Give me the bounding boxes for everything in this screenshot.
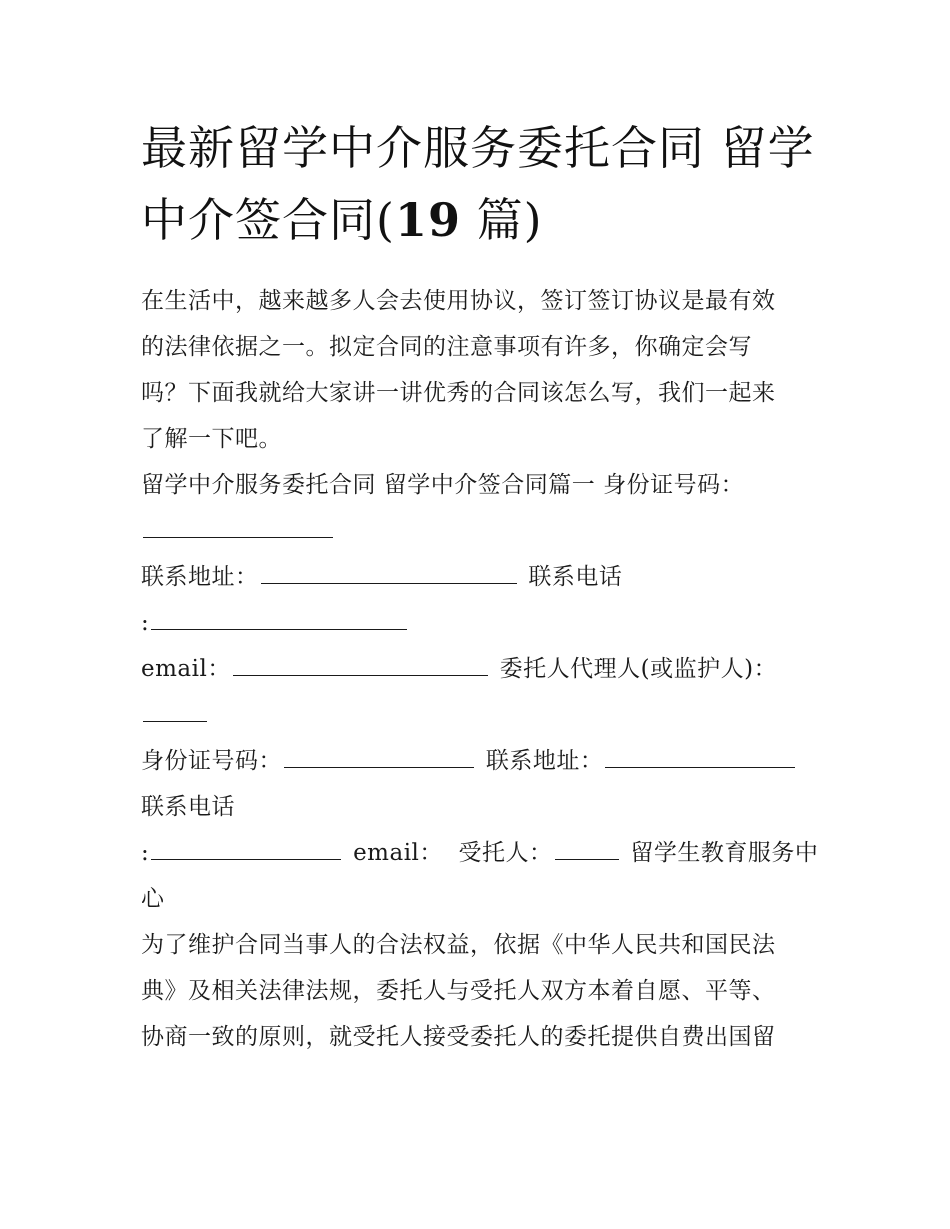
title-text-part1: 最新留学中介服务委托合同 留学中介签合同( (141, 121, 815, 247)
agent-value-line (141, 692, 813, 738)
phone-colon: : (141, 610, 150, 636)
trustee-blank (555, 831, 619, 860)
title-text-part2: 篇) (460, 193, 543, 247)
document-body (141, 278, 819, 1060)
agent-id-address-line (141, 738, 813, 784)
intro-line: 在生活中，越来越多人会去使用协议，签订签订协议是最有效 (141, 288, 776, 314)
address-phone-line (141, 554, 813, 600)
agent-blank (143, 693, 207, 722)
agent-email-label: email： (353, 840, 443, 866)
agent-phone-trustee-line (141, 830, 819, 876)
email-label: email： (141, 656, 231, 682)
intro-line: 吗？下面我就给大家讲一讲优秀的合同该怎么写，我们一起来 (141, 380, 776, 406)
closing-line: 典》及相关法律法规，委托人与受托人双方本着自愿、平等、 (141, 978, 776, 1004)
closing-line: 协商一致的原则，就受托人接受委托人的委托提供自费出国留 (141, 1024, 776, 1050)
agent-address-label: 联系地址： (485, 748, 604, 774)
intro-line: 了解一下吧。 (141, 426, 282, 452)
address-label: 联系地址： (141, 564, 259, 590)
section-heading: 留学中介服务委托合同 留学中介签合同篇一 身份证号码： (141, 472, 745, 498)
intro-line: 的法律依据之一。拟定合同的注意事项有许多，你确定会写 (141, 334, 752, 360)
agent-id-blank (284, 739, 474, 768)
agent-id-label: 身份证号码： (141, 748, 282, 774)
phone-label: 联系电话 (528, 564, 623, 590)
id-number-blank (143, 509, 333, 538)
agent-phone-colon: : (141, 840, 150, 866)
trustee-name-continued: 心 (141, 886, 165, 912)
id-number-line (141, 508, 813, 554)
address-blank (261, 555, 517, 584)
title-number: 19 (394, 193, 461, 247)
email-blank (233, 647, 488, 676)
trustee-label: 受托人： (458, 840, 553, 866)
agent-label: 委托人代理人(或监护人)： (499, 656, 778, 682)
agent-address-blank (605, 739, 795, 768)
phone-value-line (141, 600, 813, 646)
phone-blank (151, 601, 407, 630)
closing-line: 为了维护合同当事人的合法权益，依据《中华人民共和国民法 (141, 932, 776, 958)
email-agent-line (141, 646, 813, 692)
document-title (141, 112, 821, 256)
agent-phone-label-line: 联系电话 (141, 794, 235, 820)
trustee-name: 留学生教育服务中 (630, 840, 819, 866)
agent-phone-blank (151, 831, 341, 860)
